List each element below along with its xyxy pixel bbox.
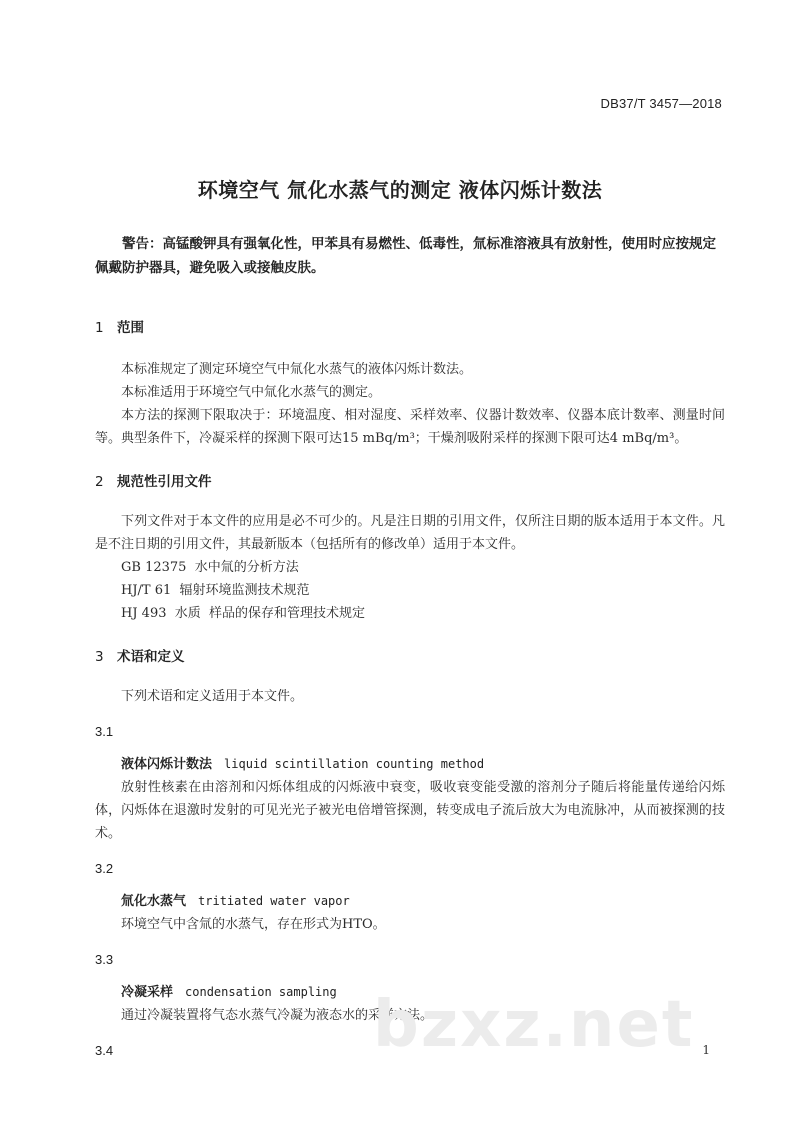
page-title: 环境空气 氚化水蒸气的测定 液体闪烁计数法 bbox=[197, 178, 603, 202]
references-intro: 下列文件对于本文件的应用是必不可少的。凡是注日期的引用文件，仅所注日期的版本适用于本文件。凡是不注日期的引用文件，其最新版本（包括所有的修改单）适用于本文件。 bbox=[95, 514, 725, 552]
section-heading-scope bbox=[95, 316, 725, 336]
term-chinese: 液体闪烁计数法 bbox=[121, 757, 213, 772]
section-heading-terms bbox=[95, 645, 725, 665]
section-title: 术语和定义 bbox=[117, 649, 185, 665]
term-definition: 通过冷凝装置将气态水蒸气冷凝为液态水的采样方法。 bbox=[121, 1008, 434, 1023]
term-english: liquid scintillation counting method bbox=[224, 757, 485, 771]
reference-item: HJ 493 水质 样品的保存和管理技术规定 bbox=[121, 606, 366, 621]
section-title: 范围 bbox=[117, 320, 144, 336]
term-heading bbox=[95, 753, 725, 776]
term-number: 3.3 bbox=[95, 952, 114, 967]
scope-para-3: 本方法的探测下限取决于：环境温度、相对湿度、采样效率、仪器计数效率、仪器本底计数率、测量时间等。典型条件下，冷凝采样的探测下限可达15 mBq/m³；干燥剂吸附采样的探测下限可达4 mBq/m³。 bbox=[95, 408, 725, 446]
term-english: tritiated water vapor bbox=[198, 894, 350, 908]
section-number: 3 bbox=[95, 649, 104, 665]
reference-item: HJ/T 61 辐射环境监测技术规范 bbox=[121, 583, 310, 598]
reference-item: GB 12375 水中氚的分析方法 bbox=[121, 560, 299, 575]
section-title: 规范性引用文件 bbox=[117, 474, 212, 490]
section-number: 1 bbox=[95, 320, 104, 336]
page-number: 1 bbox=[702, 1043, 710, 1057]
warning-text: 警告：高锰酸钾具有强氧化性，甲苯具有易燃性、低毒性，氚标准溶液具有放射性，使用时应按规定佩戴防护器具，避免吸入或接触皮肤。 bbox=[95, 236, 716, 276]
term-heading bbox=[95, 890, 725, 913]
scope-para-2: 本标准适用于环境空气中氚化水蒸气的测定。 bbox=[121, 385, 382, 400]
section-heading-references bbox=[95, 470, 725, 490]
terms-intro: 下列术语和定义适用于本文件。 bbox=[121, 689, 304, 704]
term-definition: 放射性核素在由溶剂和闪烁体组成的闪烁液中衰变，吸收衰变能受激的溶剂分子随后将能量传递给闪烁体，闪烁体在退激时发射的可见光光子被光电倍增管探测，转变成电子流后放大为电流脉冲，从而被探测的技术。 bbox=[95, 780, 725, 841]
document-body bbox=[95, 232, 725, 1058]
scope-para-1: 本标准规定了测定环境空气中氚化水蒸气的液体闪烁计数法。 bbox=[121, 362, 473, 377]
term-number: 3.4 bbox=[95, 1043, 114, 1058]
term-number: 3.1 bbox=[95, 724, 114, 739]
term-chinese: 氚化水蒸气 bbox=[121, 894, 187, 909]
term-number: 3.2 bbox=[95, 861, 114, 876]
term-definition: 环境空气中含氚的水蒸气，存在形式为HTO。 bbox=[121, 917, 386, 932]
watermark: bzxz.net bbox=[373, 988, 695, 1062]
section-number: 2 bbox=[95, 474, 104, 490]
term-chinese: 冷凝采样 bbox=[121, 985, 174, 1000]
term-heading bbox=[95, 981, 725, 1004]
document-code: DB37/T 3457—2018 bbox=[600, 96, 722, 111]
term-english: condensation sampling bbox=[185, 985, 337, 999]
